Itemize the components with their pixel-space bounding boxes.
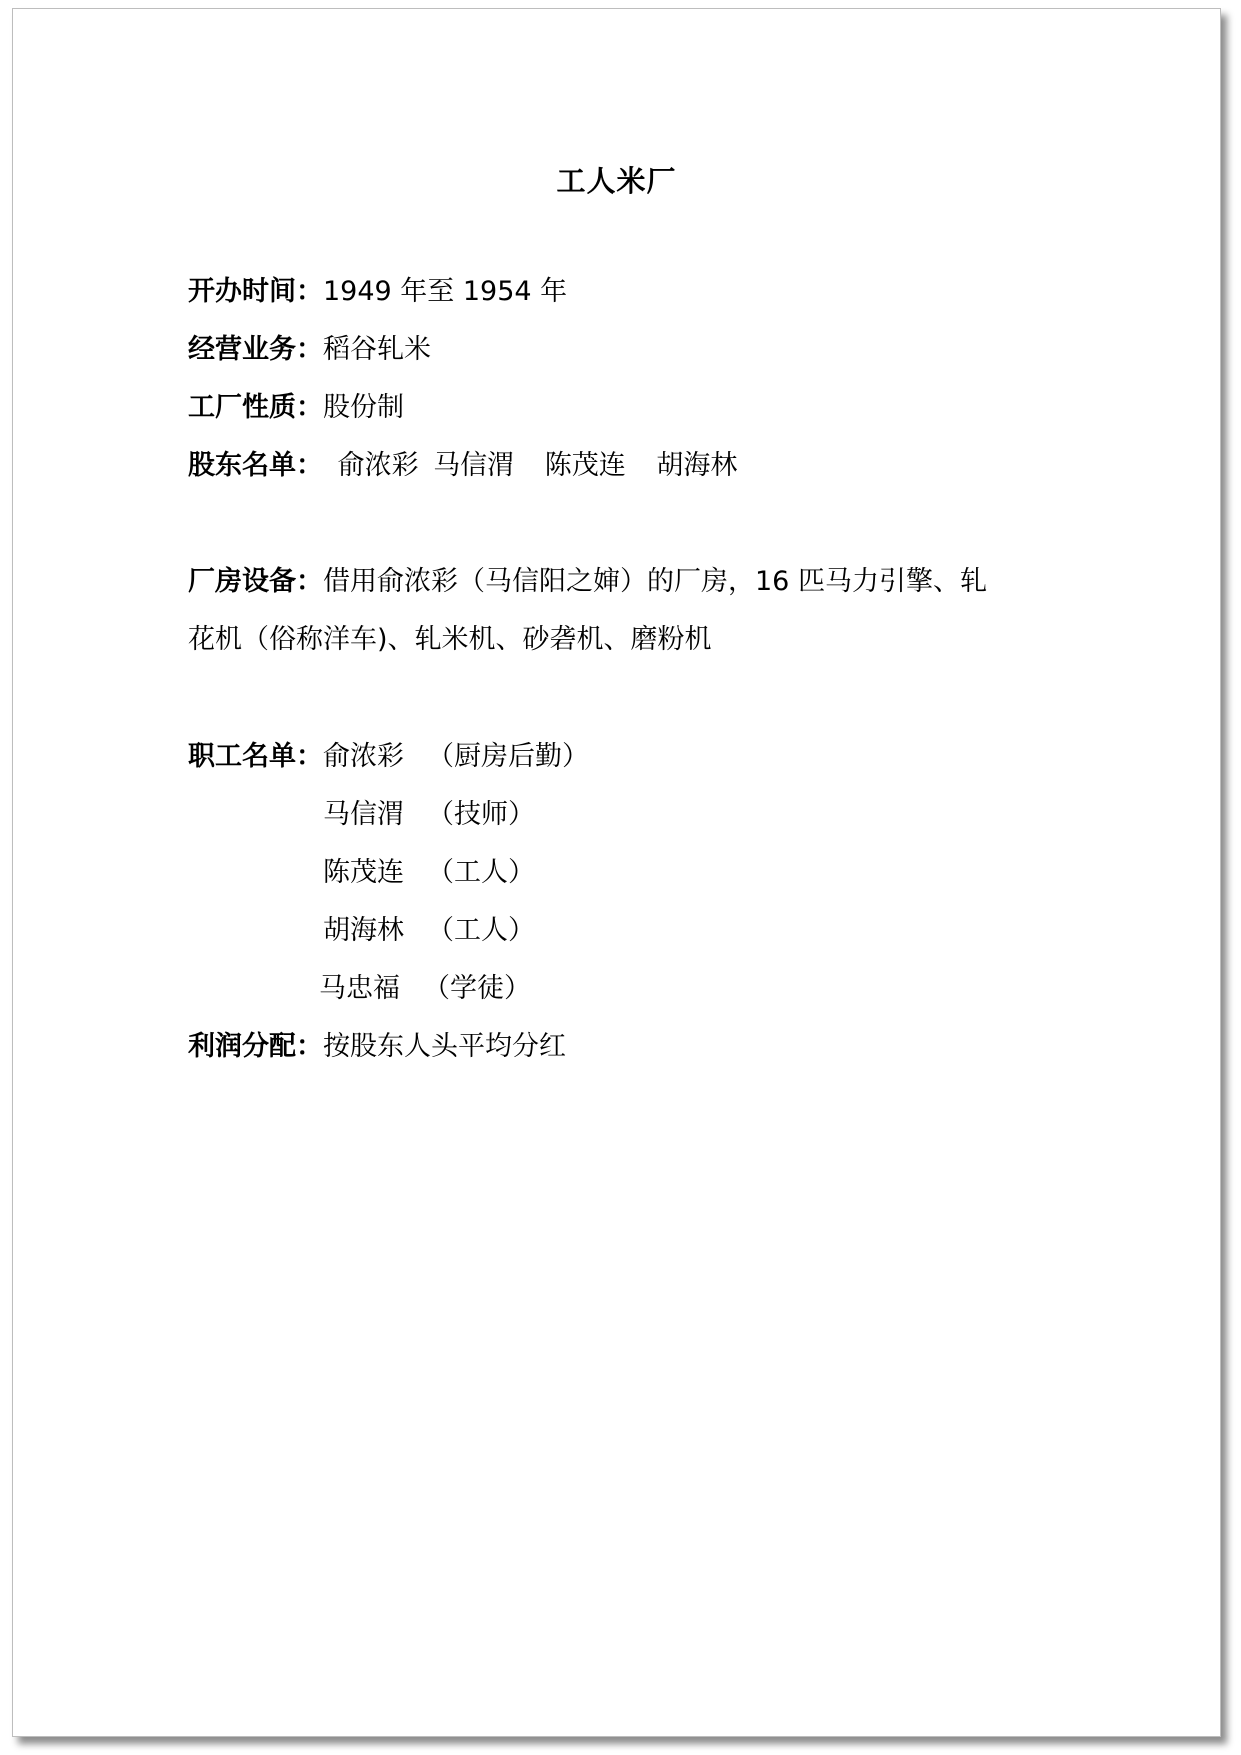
profit-value: 按股东人头平均分红 (323, 1031, 566, 1062)
staff-label-line (188, 737, 323, 777)
equipment-label: 厂房设备： (188, 566, 323, 597)
shareholder-name: 陈茂连 (544, 450, 626, 481)
staff-member-role: （学徒） (423, 973, 531, 1004)
staff-label: 职工名单： (188, 741, 323, 772)
shareholder-name: 马信渭 (433, 450, 515, 481)
founding-value: 1949 年至 1954 年 (323, 276, 568, 307)
staff-member-role: （工人） (427, 857, 535, 888)
founding-line (188, 272, 567, 312)
shareholders-line (188, 446, 737, 486)
staff-member-name: 马信渭 (323, 799, 404, 830)
nature-value: 股份制 (323, 392, 404, 423)
equipment-line (188, 562, 987, 602)
document-title: 工人米厂 (556, 164, 677, 198)
staff-member-role: （厨房后勤） (427, 741, 589, 772)
nature-line (188, 388, 404, 428)
staff-member-name: 马忠福 (319, 973, 400, 1004)
profit-line (188, 1027, 566, 1067)
shareholders-label: 股东名单： (188, 450, 323, 481)
staff-member-name: 胡海林 (323, 915, 404, 946)
staff-member-name: 俞浓彩 (323, 741, 404, 772)
shareholder-name: 胡海林 (656, 450, 738, 481)
business-value: 稻谷轧米 (323, 334, 431, 365)
staff-member-role: （工人） (427, 915, 535, 946)
business-line (188, 330, 431, 370)
equipment-continuation (188, 620, 712, 660)
nature-label: 工厂性质： (188, 392, 323, 423)
business-label: 经营业务： (188, 334, 323, 365)
equipment-value-line2: 花机（俗称洋车)、轧米机、砂砻机、磨粉机 (188, 624, 712, 655)
profit-label: 利润分配： (188, 1031, 323, 1062)
document-page (12, 8, 1221, 1737)
equipment-value-line1: 借用俞浓彩（马信阳之婶）的厂房，16 匹马力引擎、轧 (323, 566, 987, 597)
founding-label: 开办时间： (188, 276, 323, 307)
staff-member-role: （技师） (427, 799, 535, 830)
shareholder-name: 俞浓彩 (337, 450, 419, 481)
staff-member-name: 陈茂连 (323, 857, 404, 888)
